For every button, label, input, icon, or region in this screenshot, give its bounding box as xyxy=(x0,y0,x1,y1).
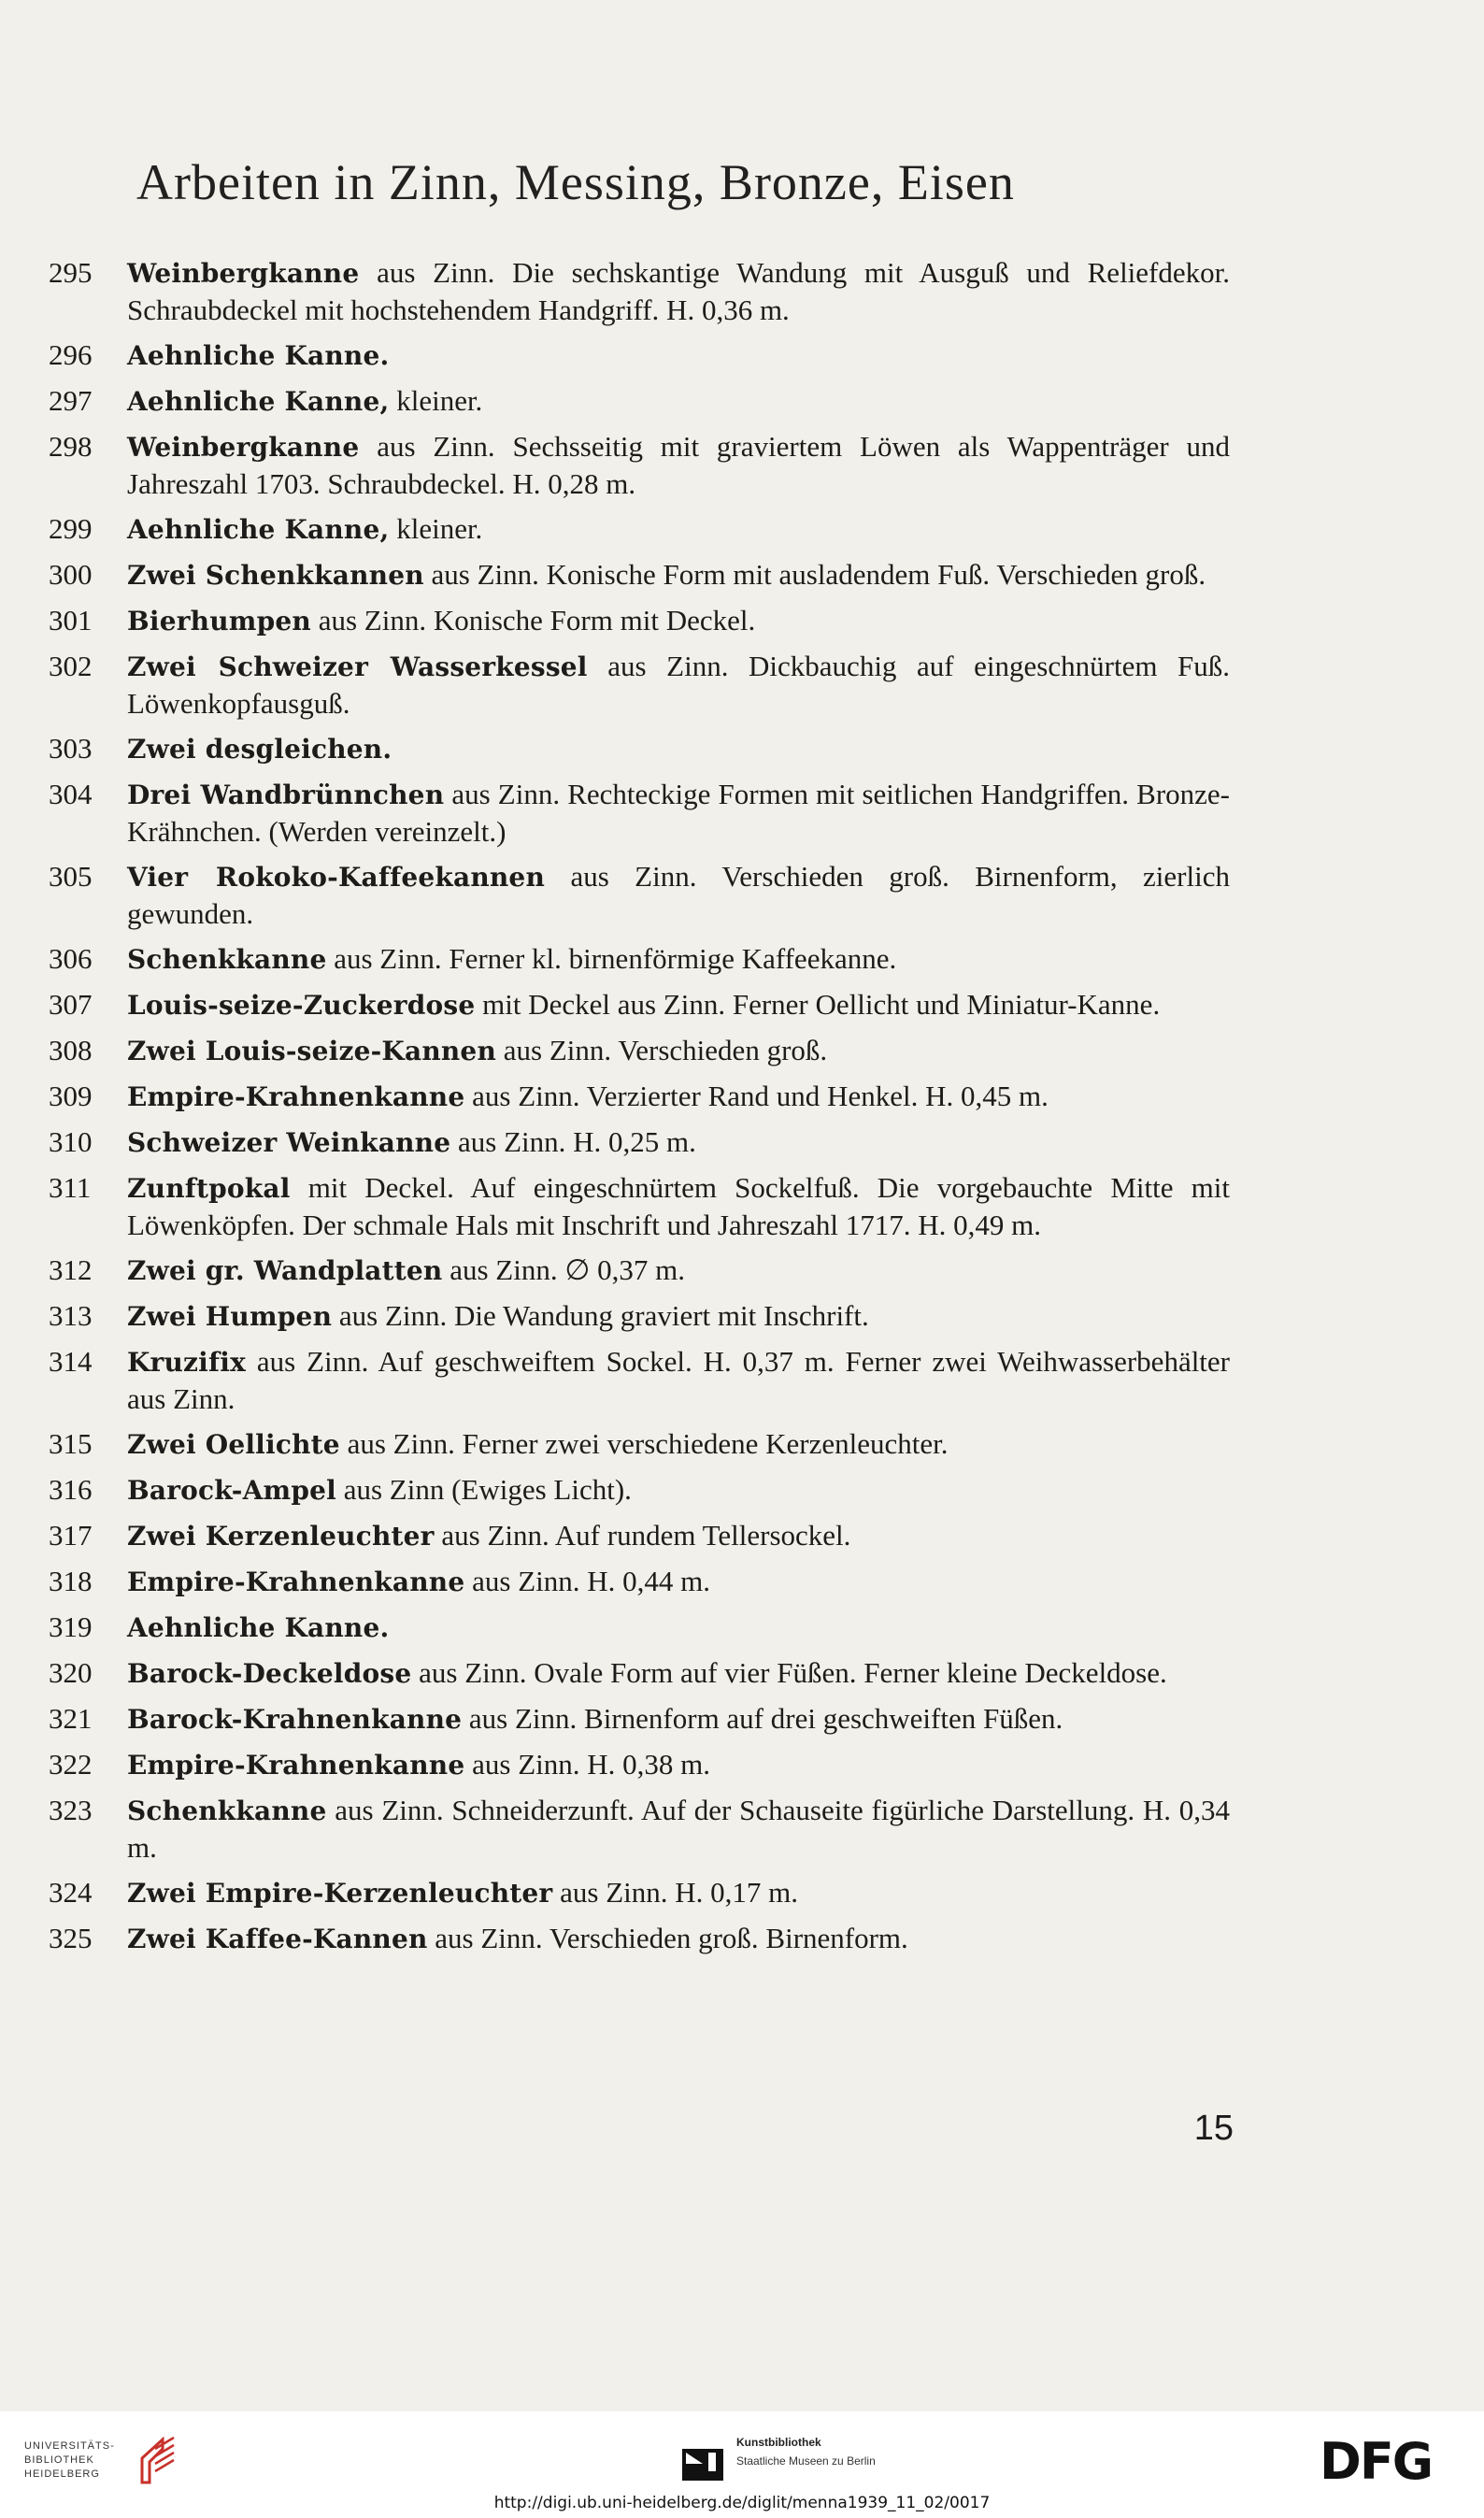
entry-title: Empire-Krahnenkanne xyxy=(127,1567,465,1597)
entry-number: 321 xyxy=(49,1702,93,1735)
entry-description: aus Zinn. Rechteckige Formen mit seitlichen Handgriffen. Bronze-Krähnchen. (Werden vereinzelt.) xyxy=(127,778,1231,848)
catalog-entry xyxy=(49,1252,1230,1289)
entry-title: Louis-seize-Zuckerdose xyxy=(127,990,476,1021)
entry-number: 303 xyxy=(49,732,93,765)
entry-number: 305 xyxy=(49,860,93,893)
catalog-entry xyxy=(49,382,1230,420)
entry-number: 308 xyxy=(49,1034,93,1066)
entry-description: aus Zinn. Verschieden groß. Birnenform, zierlich gewunden. xyxy=(127,860,1230,930)
catalog-entry xyxy=(49,776,1230,850)
catalog-entry xyxy=(49,602,1230,639)
entry-number: 306 xyxy=(49,942,93,975)
entry-title: Zwei Louis-seize-Kannen xyxy=(127,1036,497,1066)
entry-description: mit Deckel aus Zinn. Ferner Oellicht und Miniatur-Kanne. xyxy=(482,988,1161,1021)
entry-number: 322 xyxy=(49,1748,93,1781)
catalog-entry xyxy=(49,556,1230,594)
catalog-entry xyxy=(49,1517,1230,1554)
entry-title: Zwei Empire-Kerzenleuchter xyxy=(127,1878,553,1909)
kunstbibliothek-eagle-icon xyxy=(680,2443,725,2482)
entry-number: 312 xyxy=(49,1253,93,1286)
catalog-entry xyxy=(49,336,1230,374)
catalog-entry xyxy=(49,510,1230,548)
entry-number: 324 xyxy=(49,1876,93,1909)
catalog-entry xyxy=(49,986,1230,1023)
entry-number: 298 xyxy=(49,430,93,463)
catalog-entry xyxy=(49,1425,1230,1463)
entry-title: Weinbergkanne xyxy=(127,258,360,289)
catalog-entry xyxy=(49,428,1230,502)
page-number: 15 xyxy=(1193,2109,1234,2148)
entry-title: Drei Wandbrünnchen xyxy=(127,780,445,810)
entry-description: aus Zinn. Auf geschweiftem Sockel. H. 0,37 m. Ferner zwei Weihwasserbehälter aus Zinn. xyxy=(127,1345,1231,1415)
entry-title: Schenkkanne xyxy=(127,1796,327,1826)
entry-title: Bierhumpen xyxy=(127,606,311,637)
university-line: UNIVERSITÄTS- xyxy=(24,2440,115,2452)
kunstbibliothek-logo[interactable] xyxy=(680,2434,923,2486)
entry-title: Barock-Ampel xyxy=(127,1475,336,1506)
entry-description: aus Zinn. ∅ 0,37 m. xyxy=(449,1253,685,1286)
entry-title: Zwei Kerzenleuchter xyxy=(127,1521,435,1552)
entry-title: Zwei desgleichen. xyxy=(127,734,392,765)
entry-title: Zwei Kaffee-Kannen xyxy=(127,1924,428,1954)
entry-description: aus Zinn. H. 0,44 m. xyxy=(472,1565,710,1597)
entry-description: aus Zinn. Verzierter Rand und Henkel. H. 0,45 m. xyxy=(472,1080,1049,1112)
entry-number: 311 xyxy=(49,1171,92,1204)
entry-number: 313 xyxy=(49,1299,93,1332)
entry-title: Aehnliche Kanne. xyxy=(127,1612,390,1643)
digitization-footer xyxy=(0,2411,1484,2518)
entry-title: Zwei Schenkkannen xyxy=(127,560,424,591)
entry-description: aus Zinn. Ferner zwei verschiedene Kerzenleuchter. xyxy=(347,1427,949,1460)
museum-name: Staatliche Museen zu Berlin xyxy=(736,2454,876,2468)
catalog-entry xyxy=(49,1700,1230,1738)
entry-number: 320 xyxy=(49,1656,93,1689)
entry-number: 317 xyxy=(49,1519,93,1552)
entry-title: Kruzifix xyxy=(127,1347,246,1378)
entry-description: aus Zinn. Konische Form mit Deckel. xyxy=(318,604,756,637)
entry-description: aus Zinn. Dickbauchig auf eingeschnürtem Fuß. Löwenkopfausguß. xyxy=(127,650,1231,720)
entry-number: 325 xyxy=(49,1922,93,1954)
catalog-entry xyxy=(49,1792,1230,1866)
catalog-entry xyxy=(49,1746,1230,1783)
kunstbibliothek-name: Kunstbibliothek xyxy=(736,2436,821,2449)
entry-title: Schenkkanne xyxy=(127,944,327,975)
catalog-entry xyxy=(49,1343,1230,1417)
entry-title: Zunftpokal xyxy=(127,1173,291,1204)
entry-description: aus Zinn. Ovale Form auf vier Füßen. Ferner kleine Deckeldose. xyxy=(419,1656,1167,1689)
catalog-entry xyxy=(49,940,1230,978)
catalog-entry xyxy=(49,1563,1230,1600)
catalog-entry xyxy=(49,1078,1230,1115)
entry-title: Weinbergkanne xyxy=(127,432,360,463)
city-line: HEIDELBERG xyxy=(24,2468,100,2480)
catalog-entry xyxy=(49,648,1230,722)
entry-description: aus Zinn (Ewiges Licht). xyxy=(343,1473,632,1506)
catalog-entry xyxy=(49,1297,1230,1335)
catalog-entry xyxy=(49,1032,1230,1069)
entry-title: Zwei Humpen xyxy=(127,1301,333,1332)
entry-number: 296 xyxy=(49,338,93,371)
catalog-entry xyxy=(49,858,1230,932)
entry-number: 297 xyxy=(49,384,93,417)
entry-description: aus Zinn. Verschieden groß. xyxy=(503,1034,828,1066)
entry-title: Empire-Krahnenkanne xyxy=(127,1750,465,1781)
entry-title: Barock-Deckeldose xyxy=(127,1658,412,1689)
entry-number: 295 xyxy=(49,256,93,289)
catalog-entry xyxy=(49,254,1230,328)
entry-description: mit Deckel. Auf eingeschnürtem Sockelfuß. Die vorgebauchte Mitte mit Löwenköpfen. Der schmale Hals mit Inschrift und Jahreszahl 1717. H. 0,49 m. xyxy=(127,1171,1230,1241)
entry-title: Schweizer Weinkanne xyxy=(127,1127,451,1158)
entry-title: Barock-Krahnenkanne xyxy=(127,1704,463,1735)
page-title: Arbeiten in Zinn, Messing, Bronze, Eisen xyxy=(136,154,1015,210)
entry-description: aus Zinn. Schneiderzunft. Auf der Schauseite figürliche Darstellung. H. 0,34 m. xyxy=(127,1794,1231,1864)
catalog-entry xyxy=(49,1471,1230,1509)
dfg-logo[interactable]: DFG xyxy=(1320,2432,1433,2491)
university-emblem-icon xyxy=(135,2436,179,2486)
entry-number: 309 xyxy=(49,1080,93,1112)
entry-description: aus Zinn. H. 0,17 m. xyxy=(560,1876,799,1909)
entry-title: Aehnliche Kanne. xyxy=(127,340,390,371)
entry-title: Zwei gr. Wandplatten xyxy=(127,1255,443,1286)
entry-number: 314 xyxy=(49,1345,93,1378)
university-library-name xyxy=(24,2439,115,2482)
entry-description: aus Zinn. Auf rundem Tellersockel. xyxy=(441,1519,851,1552)
entry-number: 302 xyxy=(49,650,93,682)
entry-number: 310 xyxy=(49,1125,93,1158)
entry-title: Vier Rokoko-Kaffeekannen xyxy=(127,862,546,893)
entry-description: aus Zinn. Konische Form mit ausladendem Fuß. Verschieden groß. xyxy=(431,558,1206,591)
catalog-entry xyxy=(49,1874,1230,1911)
entry-number: 319 xyxy=(49,1610,93,1643)
catalog-entry xyxy=(49,1609,1230,1646)
entry-description: kleiner. xyxy=(396,512,483,545)
entry-title: Zwei Schweizer Wasserkessel xyxy=(127,651,588,682)
entry-number: 318 xyxy=(49,1565,93,1597)
university-library-logo[interactable] xyxy=(24,2436,193,2486)
catalog-entry-list xyxy=(49,254,1230,1966)
entry-description: aus Zinn. H. 0,38 m. xyxy=(472,1748,710,1781)
entry-number: 304 xyxy=(49,778,93,810)
entry-description: aus Zinn. H. 0,25 m. xyxy=(458,1125,696,1158)
entry-description: aus Zinn. Verschieden groß. Birnenform. xyxy=(435,1922,908,1954)
entry-description: aus Zinn. Die Wandung graviert mit Inschrift. xyxy=(338,1299,869,1332)
catalog-entry xyxy=(49,730,1230,767)
entry-title: Zwei Oellichte xyxy=(127,1429,340,1460)
catalog-entry xyxy=(49,1169,1230,1243)
library-line: BIBLIOTHEK xyxy=(24,2454,94,2466)
catalog-entry xyxy=(49,1654,1230,1692)
entry-description: aus Zinn. Die sechskantige Wandung mit Ausguß und Reliefdekor. Schraubdeckel mit hochstehendem Handgriff. H. 0,36 m. xyxy=(127,256,1230,326)
entry-title: Aehnliche Kanne, xyxy=(127,386,390,417)
entry-number: 299 xyxy=(49,512,93,545)
entry-number: 300 xyxy=(49,558,93,591)
entry-title: Aehnliche Kanne, xyxy=(127,514,390,545)
entry-description: aus Zinn. Birnenform auf drei geschweiften Füßen. xyxy=(468,1702,1063,1735)
entry-number: 323 xyxy=(49,1794,93,1826)
entry-description: kleiner. xyxy=(396,384,483,417)
catalog-entry xyxy=(49,1123,1230,1161)
entry-number: 307 xyxy=(49,988,93,1021)
entry-number: 315 xyxy=(49,1427,93,1460)
entry-number: 301 xyxy=(49,604,93,637)
entry-description: aus Zinn. Ferner kl. birnenförmige Kaffeekanne. xyxy=(334,942,897,975)
entry-description: aus Zinn. Sechsseitig mit graviertem Löwen als Wappenträger und Jahreszahl 1703. Schraubdeckel. H. 0,28 m. xyxy=(127,430,1230,500)
catalog-entry xyxy=(49,1920,1230,1957)
permalink-url[interactable]: http://digi.ub.uni-heidelberg.de/diglit/menna1939_11_02/0017 xyxy=(493,2494,991,2512)
entry-number: 316 xyxy=(49,1473,93,1506)
entry-title: Empire-Krahnenkanne xyxy=(127,1081,465,1112)
